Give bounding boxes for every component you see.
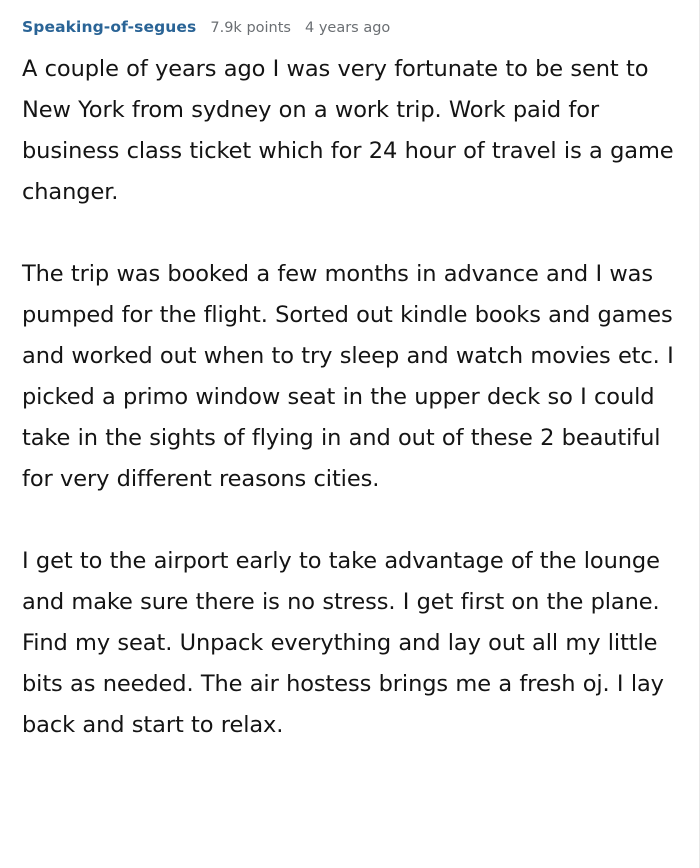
comment-paragraph: A couple of years ago I was very fortunate to be sent to New York from sydney on a work trip. Work paid for business class ticket which for 24 hour of travel is a game changer. (22, 56, 674, 205)
comment-author-link[interactable]: Speaking-of-segues (22, 18, 197, 36)
comment-meta (22, 18, 678, 37)
comment-paragraph: I get to the airport early to take advantage of the lounge and make sure there is no stress. I get first on the plane. Find my seat. Unpack everything and lay out all my little bits as needed. The air hostess brings me a fresh oj. I lay back and start to relax. (22, 548, 664, 738)
comment-paragraph: The trip was booked a few months in advance and I was pumped for the flight. Sorted out kindle books and games and worked out when to try sleep and watch movies etc. I picked a primo window seat in the upper deck so I could take in the sights of flying in and out of these 2 beautiful for very different reasons cities. (22, 261, 674, 492)
comment-body (22, 49, 678, 746)
comment-score: 7.9k points (210, 20, 291, 36)
comment-timestamp: 4 years ago (304, 20, 391, 36)
